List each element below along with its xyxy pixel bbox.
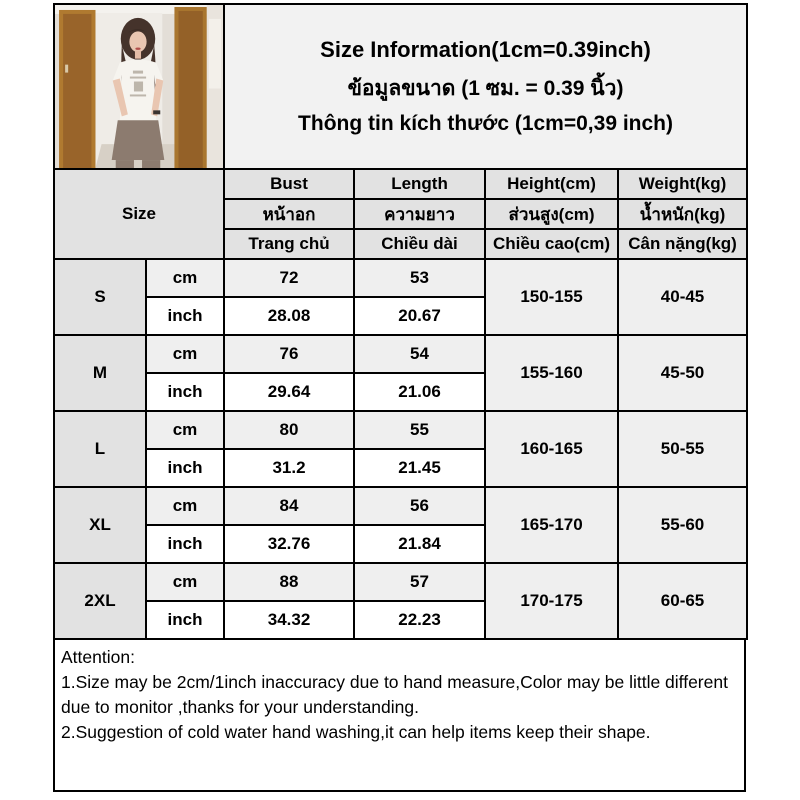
weight-range-cell: 55-60 <box>618 487 747 563</box>
unit-cm-cell: cm <box>146 335 224 373</box>
col-header-bust-th: หน้าอก <box>224 199 354 229</box>
bust-cm-cell: 72 <box>224 259 354 297</box>
attention-heading: Attention: <box>61 647 135 667</box>
product-photo <box>54 4 224 169</box>
col-header-length-vi: Chiều dài <box>354 229 485 259</box>
unit-inch-cell: inch <box>146 373 224 411</box>
col-header-bust-en: Bust <box>224 169 354 199</box>
unit-inch-cell: inch <box>146 449 224 487</box>
unit-cm-cell: cm <box>146 411 224 449</box>
bust-cm-cell: 88 <box>224 563 354 601</box>
unit-cm-cell: cm <box>146 487 224 525</box>
size-chart-sheet <box>53 3 746 792</box>
col-header-height-vi: Chiều cao(cm) <box>485 229 618 259</box>
length-cm-cell: 56 <box>354 487 485 525</box>
length-cm-cell: 54 <box>354 335 485 373</box>
unit-inch-cell: inch <box>146 525 224 563</box>
attention-line-1: 1.Size may be 2cm/1inch inaccuracy due to hand measure,Color may be little different due to monitor ,thanks for your understanding. <box>61 671 728 717</box>
bust-cm-cell: 76 <box>224 335 354 373</box>
attention-line-2: 2.Suggestion of cold water hand washing,it can help items keep their shape. <box>61 721 651 742</box>
weight-range-cell: 40-45 <box>618 259 747 335</box>
col-header-height-en: Height(cm) <box>485 169 618 199</box>
title-vietnamese: Thông tin kích thước (1cm=0,39 inch) <box>298 112 673 135</box>
size-cell-l: L <box>54 411 146 487</box>
size-cell-m: M <box>54 335 146 411</box>
bust-inch-cell: 31.2 <box>224 449 354 487</box>
length-cm-cell: 53 <box>354 259 485 297</box>
length-inch-cell: 21.45 <box>354 449 485 487</box>
height-range-cell: 160-165 <box>485 411 618 487</box>
weight-range-cell: 50-55 <box>618 411 747 487</box>
col-header-weight-th: น้ำหนัก(kg) <box>618 199 747 229</box>
bust-inch-cell: 34.32 <box>224 601 354 639</box>
col-header-weight-en: Weight(kg) <box>618 169 747 199</box>
model-photo-illustration <box>55 5 223 168</box>
length-inch-cell: 21.84 <box>354 525 485 563</box>
bust-cm-cell: 84 <box>224 487 354 525</box>
col-header-weight-vi: Cân nặng(kg) <box>618 229 747 259</box>
title-thai: ข้อมูลขนาด (1 ซม. = 0.39 นิ้ว) <box>347 77 624 100</box>
bust-inch-cell: 29.64 <box>224 373 354 411</box>
size-info-title-block <box>224 4 747 169</box>
col-header-length-en: Length <box>354 169 485 199</box>
col-header-length-th: ความยาว <box>354 199 485 229</box>
unit-inch-cell: inch <box>146 297 224 335</box>
length-inch-cell: 20.67 <box>354 297 485 335</box>
bust-inch-cell: 32.76 <box>224 525 354 563</box>
title-english: Size Information(1cm=0.39inch) <box>320 37 651 62</box>
size-cell-xl: XL <box>54 487 146 563</box>
bust-inch-cell: 28.08 <box>224 297 354 335</box>
size-header-cell: Size <box>54 169 224 259</box>
weight-range-cell: 60-65 <box>618 563 747 639</box>
bust-cm-cell: 80 <box>224 411 354 449</box>
length-cm-cell: 55 <box>354 411 485 449</box>
height-range-cell: 155-160 <box>485 335 618 411</box>
weight-range-cell: 45-50 <box>618 335 747 411</box>
unit-cm-cell: cm <box>146 259 224 297</box>
length-inch-cell: 22.23 <box>354 601 485 639</box>
col-header-bust-vi: Trang chủ <box>224 229 354 259</box>
length-cm-cell: 57 <box>354 563 485 601</box>
length-inch-cell: 21.06 <box>354 373 485 411</box>
unit-inch-cell: inch <box>146 601 224 639</box>
size-cell-s: S <box>54 259 146 335</box>
size-table <box>53 3 748 640</box>
height-range-cell: 170-175 <box>485 563 618 639</box>
height-range-cell: 150-155 <box>485 259 618 335</box>
height-range-cell: 165-170 <box>485 487 618 563</box>
col-header-height-th: ส่วนสูง(cm) <box>485 199 618 229</box>
size-cell-2xl: 2XL <box>54 563 146 639</box>
unit-cm-cell: cm <box>146 563 224 601</box>
attention-note <box>53 640 746 792</box>
